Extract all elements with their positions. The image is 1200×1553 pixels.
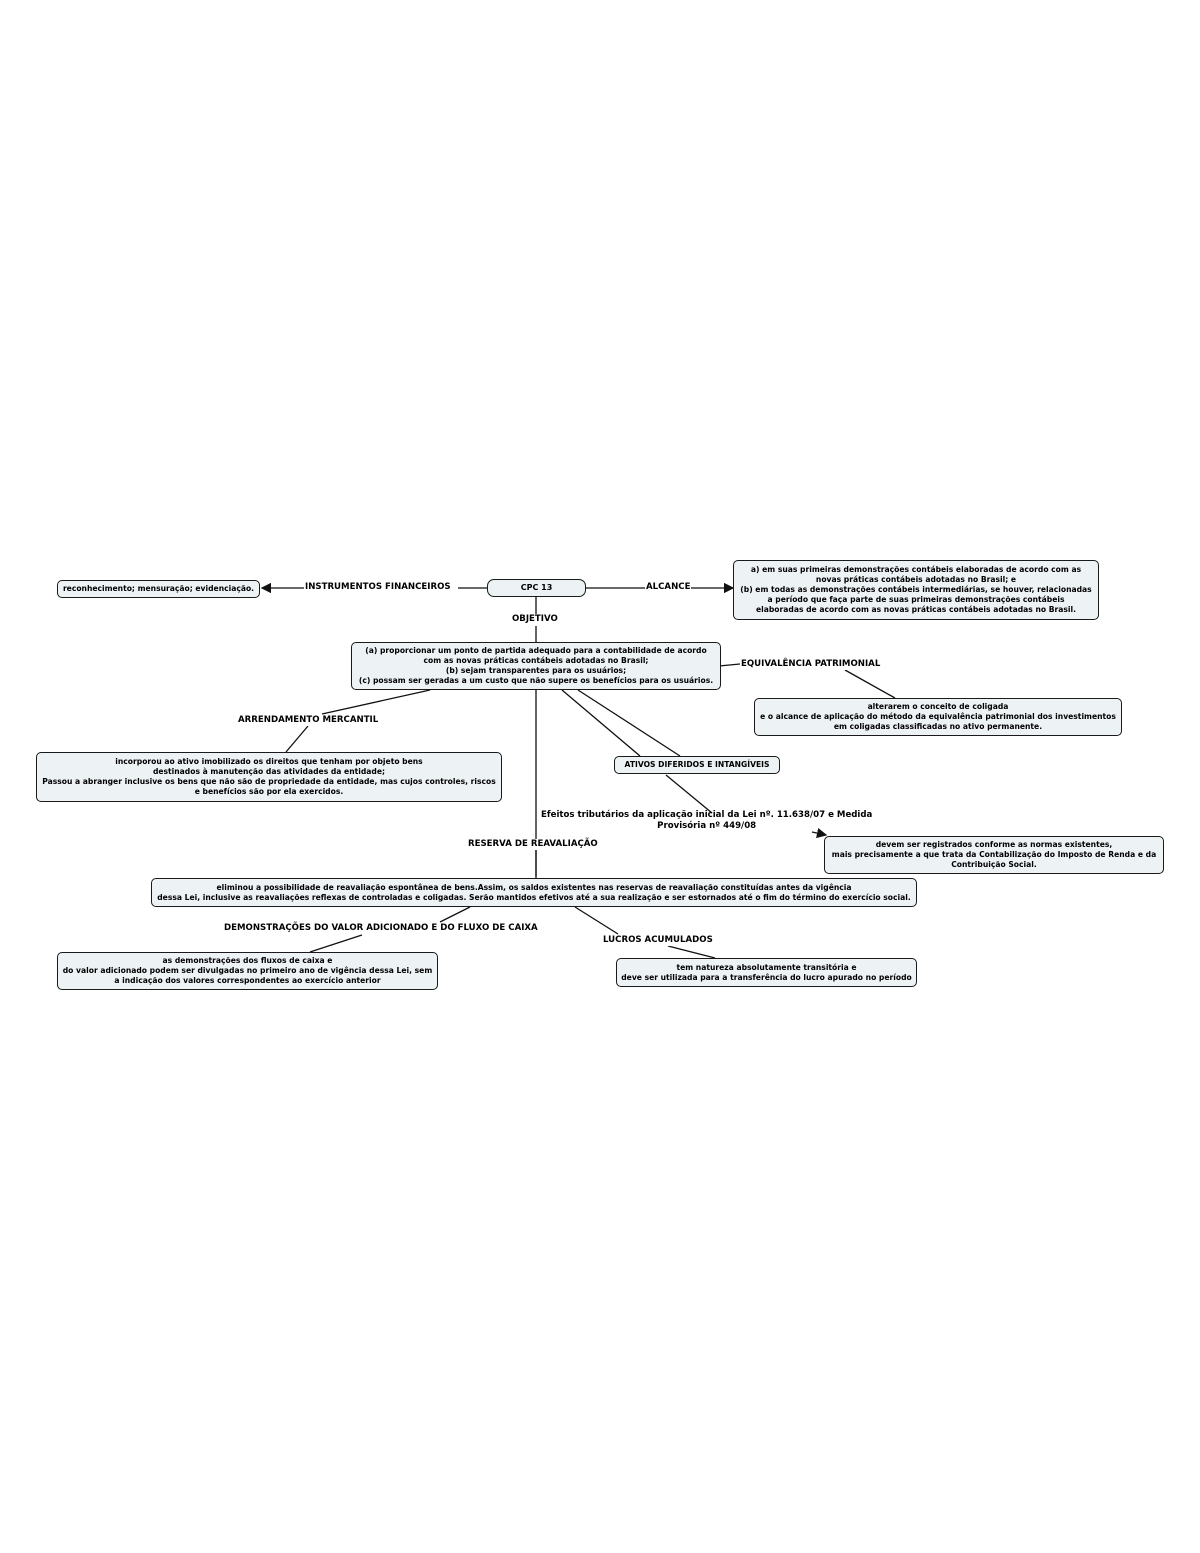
node-reserva-text[interactable] <box>151 878 917 907</box>
link-arrendamento-text <box>286 726 308 752</box>
link-label-arrendamento: ARRENDAMENTO MERCANTIL <box>238 715 379 725</box>
link-label-ativos[interactable] <box>614 756 780 774</box>
link-label-instrumentos: INSTRUMENTOS FINANCEIROS <box>305 582 451 592</box>
equivalencia-text: alterarem o conceito de coligada e o alcance de aplicação do método da equivalência patrimonial dos investimentos em coligadas classificadas no ativo permanente. <box>760 702 1116 731</box>
node-arrendamento-text[interactable] <box>36 752 502 802</box>
link-objetivo-arrendamento <box>322 690 430 714</box>
root-node[interactable] <box>487 579 586 597</box>
link-lucros-text <box>668 946 715 958</box>
root-label: CPC 13 <box>520 583 553 592</box>
node-efeitos-text[interactable] <box>824 836 1164 874</box>
demonstracoes-text: as demonstrações dos fluxos de caixa e do valor adicionado podem ser divulgadas no primeiro ano de vigência dessa Lei, sem a indicação dos valores correspondentes ao exercício anterior <box>62 956 433 985</box>
node-instrumentos-text[interactable] <box>57 580 260 598</box>
lucros-text: tem natureza absolutamente transitória e deve ser utilizada para a transferência do lucro apurado no período <box>621 962 912 982</box>
link-label-lucros: LUCROS ACUMULADOS <box>603 935 713 945</box>
link-demonstracoes-text <box>310 935 362 952</box>
node-alcance-text[interactable] <box>733 560 1099 620</box>
alcance-text: a) em suas primeiras demonstrações contábeis elaboradas de acordo com as novas práticas contábeis adotadas no Brasil; e (b) em todas as demonstrações contábeis intermediárias, se houver, relacionadas a período que faça parte de suas primeiras demonstrações contábeis elaboradas de acordo com as novas práticas contábeis adotadas no Brasil. <box>740 565 1092 614</box>
link-efeitos-text <box>812 832 826 835</box>
reserva-text: eliminou a possibilidade de reavaliação espontânea de bens.Assim, os saldos existentes nas reservas de reavaliação constituídas antes da vigência dessa Lei, inclusive as reavaliações reflexas de controladas e coligadas. Serão mantidos efetivos até a sua realização e ser estornados até o fim do término do exercício social. <box>157 882 911 902</box>
link-label-efeitos: Efeitos tributários da aplicação inicial da Lei nº. 11.638/07 e Medida Provisória nº 449/08 <box>541 810 873 831</box>
efeitos-text: devem ser registrados conforme as normas existentes, mais precisamente a que trata da Contabilização do Imposto de Renda e da Contribuição Social. <box>831 840 1157 869</box>
link-label-alcance: ALCANCE <box>646 582 691 592</box>
link-label-reserva: RESERVA DE REAVALIAÇÃO <box>468 839 598 849</box>
node-demonstracoes-text[interactable] <box>57 952 438 990</box>
arrendamento-text: incorporou ao ativo imobilizado os direitos que tenham por objeto bens destinados à manutenção das atividades da entidade; Passou a abranger inclusive os bens que não são de propriedade da entidade, mas cujos controles, riscos e benefícios são por ela exercidos. <box>42 757 496 796</box>
node-objetivo-text[interactable] <box>351 642 721 690</box>
link-equivalencia-text <box>845 670 895 698</box>
link-label-demonstracoes: DEMONSTRAÇÕES DO VALOR ADICIONADO E DO FLUXO DE CAIXA <box>224 923 538 933</box>
link-label-objetivo: OBJETIVO <box>512 614 558 624</box>
link-objetivo-equivalencia <box>719 664 740 666</box>
link-label-equivalencia: EQUIVALÊNCIA PATRIMONIAL <box>741 659 881 669</box>
link-ativos-efeitos <box>666 775 712 813</box>
objetivo-text: (a) proporcionar um ponto de partida adequado para a contabilidade de acordo com as novas práticas contábeis adotadas no Brasil; (b) sejam transparentes para os usuários; (c) possam ser geradas a um custo que não supere os benefícios para os usuários. <box>358 646 714 685</box>
instrumentos-text: reconhecimento; mensuração; evidenciação. <box>62 584 255 593</box>
link-reserva-lucros <box>575 907 618 934</box>
node-lucros-text[interactable] <box>616 958 917 987</box>
ativos-label: ATIVOS DIFERIDOS E INTANGÍVEIS <box>624 760 770 769</box>
node-equivalencia-text[interactable] <box>754 698 1122 736</box>
link-reserva-demonstracoes <box>440 907 470 922</box>
